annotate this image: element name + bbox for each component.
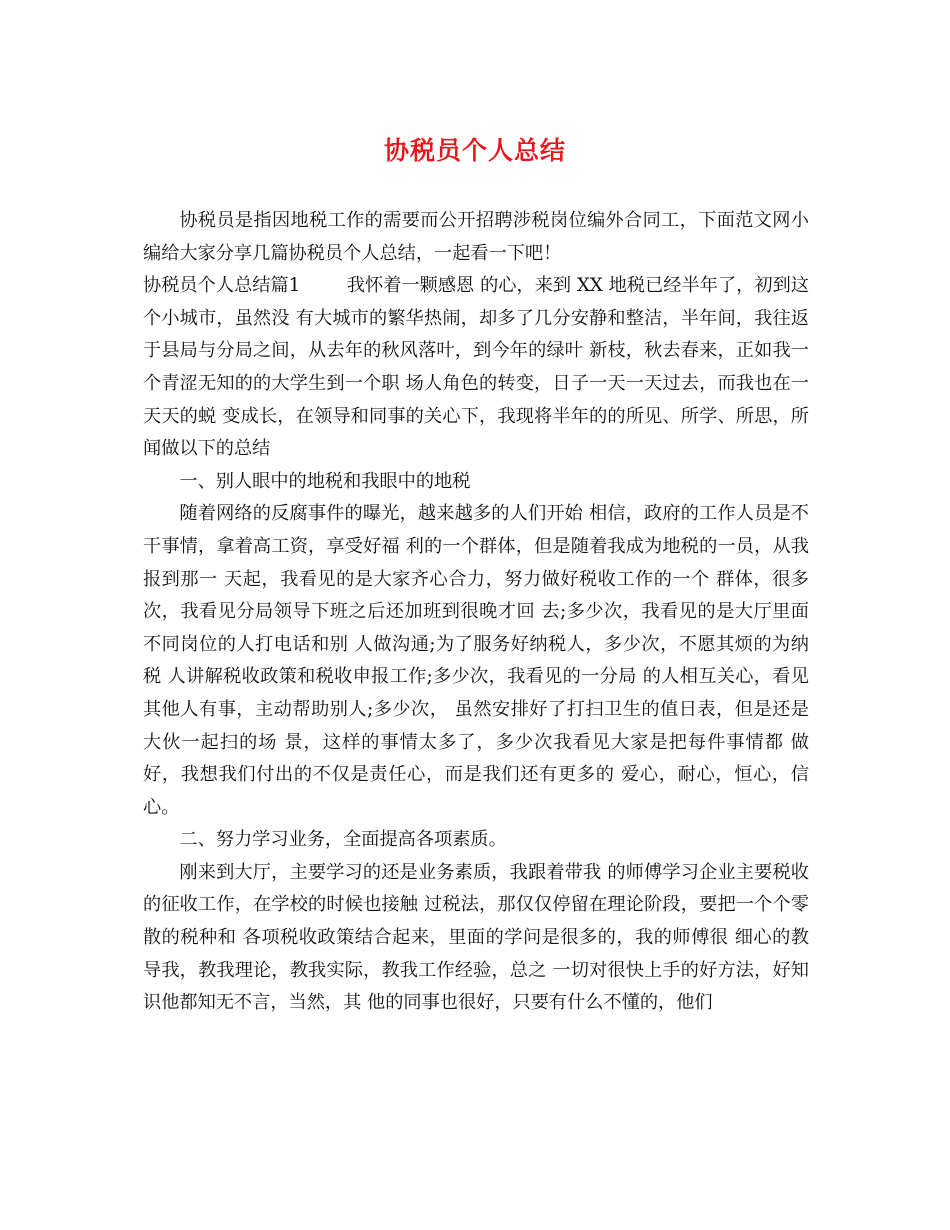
- section1-heading: 一、别人眼中的地税和我眼中的地税: [179, 470, 471, 492]
- section2-heading: 二、努力学习业务，全面提高各项素质。: [179, 829, 507, 851]
- document-title: 协税员个人总结: [383, 136, 566, 165]
- intro-paragraph: 协税员是指因地税工作的需要而公开招聘涉税岗位编外合同工，下面范文网小编给大家分享几篇协税员个人总结，一起看一下吧！: [143, 210, 809, 264]
- section2-paragraph: 刚来到大厅，主要学习的还是业务素质，我跟着带我 的师傅学习企业主要税收的征收工作，在学校的时候也接触 过税法，那仅仅停留在理论阶段，要把一个个零散的税种和 各项税收政策结合起来，里面的学问是很多的，我的师傅很 细心的教导我，教我理论，教我实际，教我工作经验，总之 一切对很快上手的好方法，好知识他都知无不言，当然，其 他的同事也很好，只要有什么不懂的，他们: [143, 861, 809, 1014]
- article-label: 协税员个人总结篇1: [143, 275, 301, 297]
- section1-paragraph: 随着网络的反腐事件的曝光，越来越多的人们开始 相信，政府的工作人员是不干事情，拿着高工资，享受好福 利的一个群体，但是随着我成为地税的一员，从我报到那一 天起，我看见的是大家齐心合力，努力做好税收工作的一个 群体，很多次，我看见分局领导下班之后还加班到很晚才回 去;多少次，我看见的是大厅里面不同岗位的人打电话和别 人做沟通;为了服务好纳税人，多少次，不愿其烦的为纳税 人讲解税收政策和税收申报工作;多少次，我看见的一分局 的人相互关心，看见其他人有事，主动帮助别人;多少次， 虽然安排好了打扫卫生的值日表，但是还是大伙一起扫的场 景，这样的事情太多了，多少次我看见大家是把每件事情都 做好，我想我们付出的不仅是责任心，而是我们还有更多的 爱心，耐心，恒心，信心。: [143, 503, 809, 818]
- article-first-text: 我怀着一颗感恩 的心，来到 XX 地税已经半年了，初到这个小城市，虽然没 有大城市的繁华热闹，却多了几分安静和整洁，半年间，我往返于县局与分局之间，从去年的秋风落叶，到今年的绿叶 新枝，秋去春来，正如我一个青涩无知的的大学生到一个职 场人角色的转变，日子一天一天过去，而我也在一天天的蜕 变成长，在领导和同事的关心下，我现将半年的的所见、所学、所思，所闻做以下的总结: [143, 275, 809, 460]
- document-body: [143, 205, 809, 1020]
- article-first-paragraph: [143, 270, 809, 466]
- label-gap: [300, 275, 346, 296]
